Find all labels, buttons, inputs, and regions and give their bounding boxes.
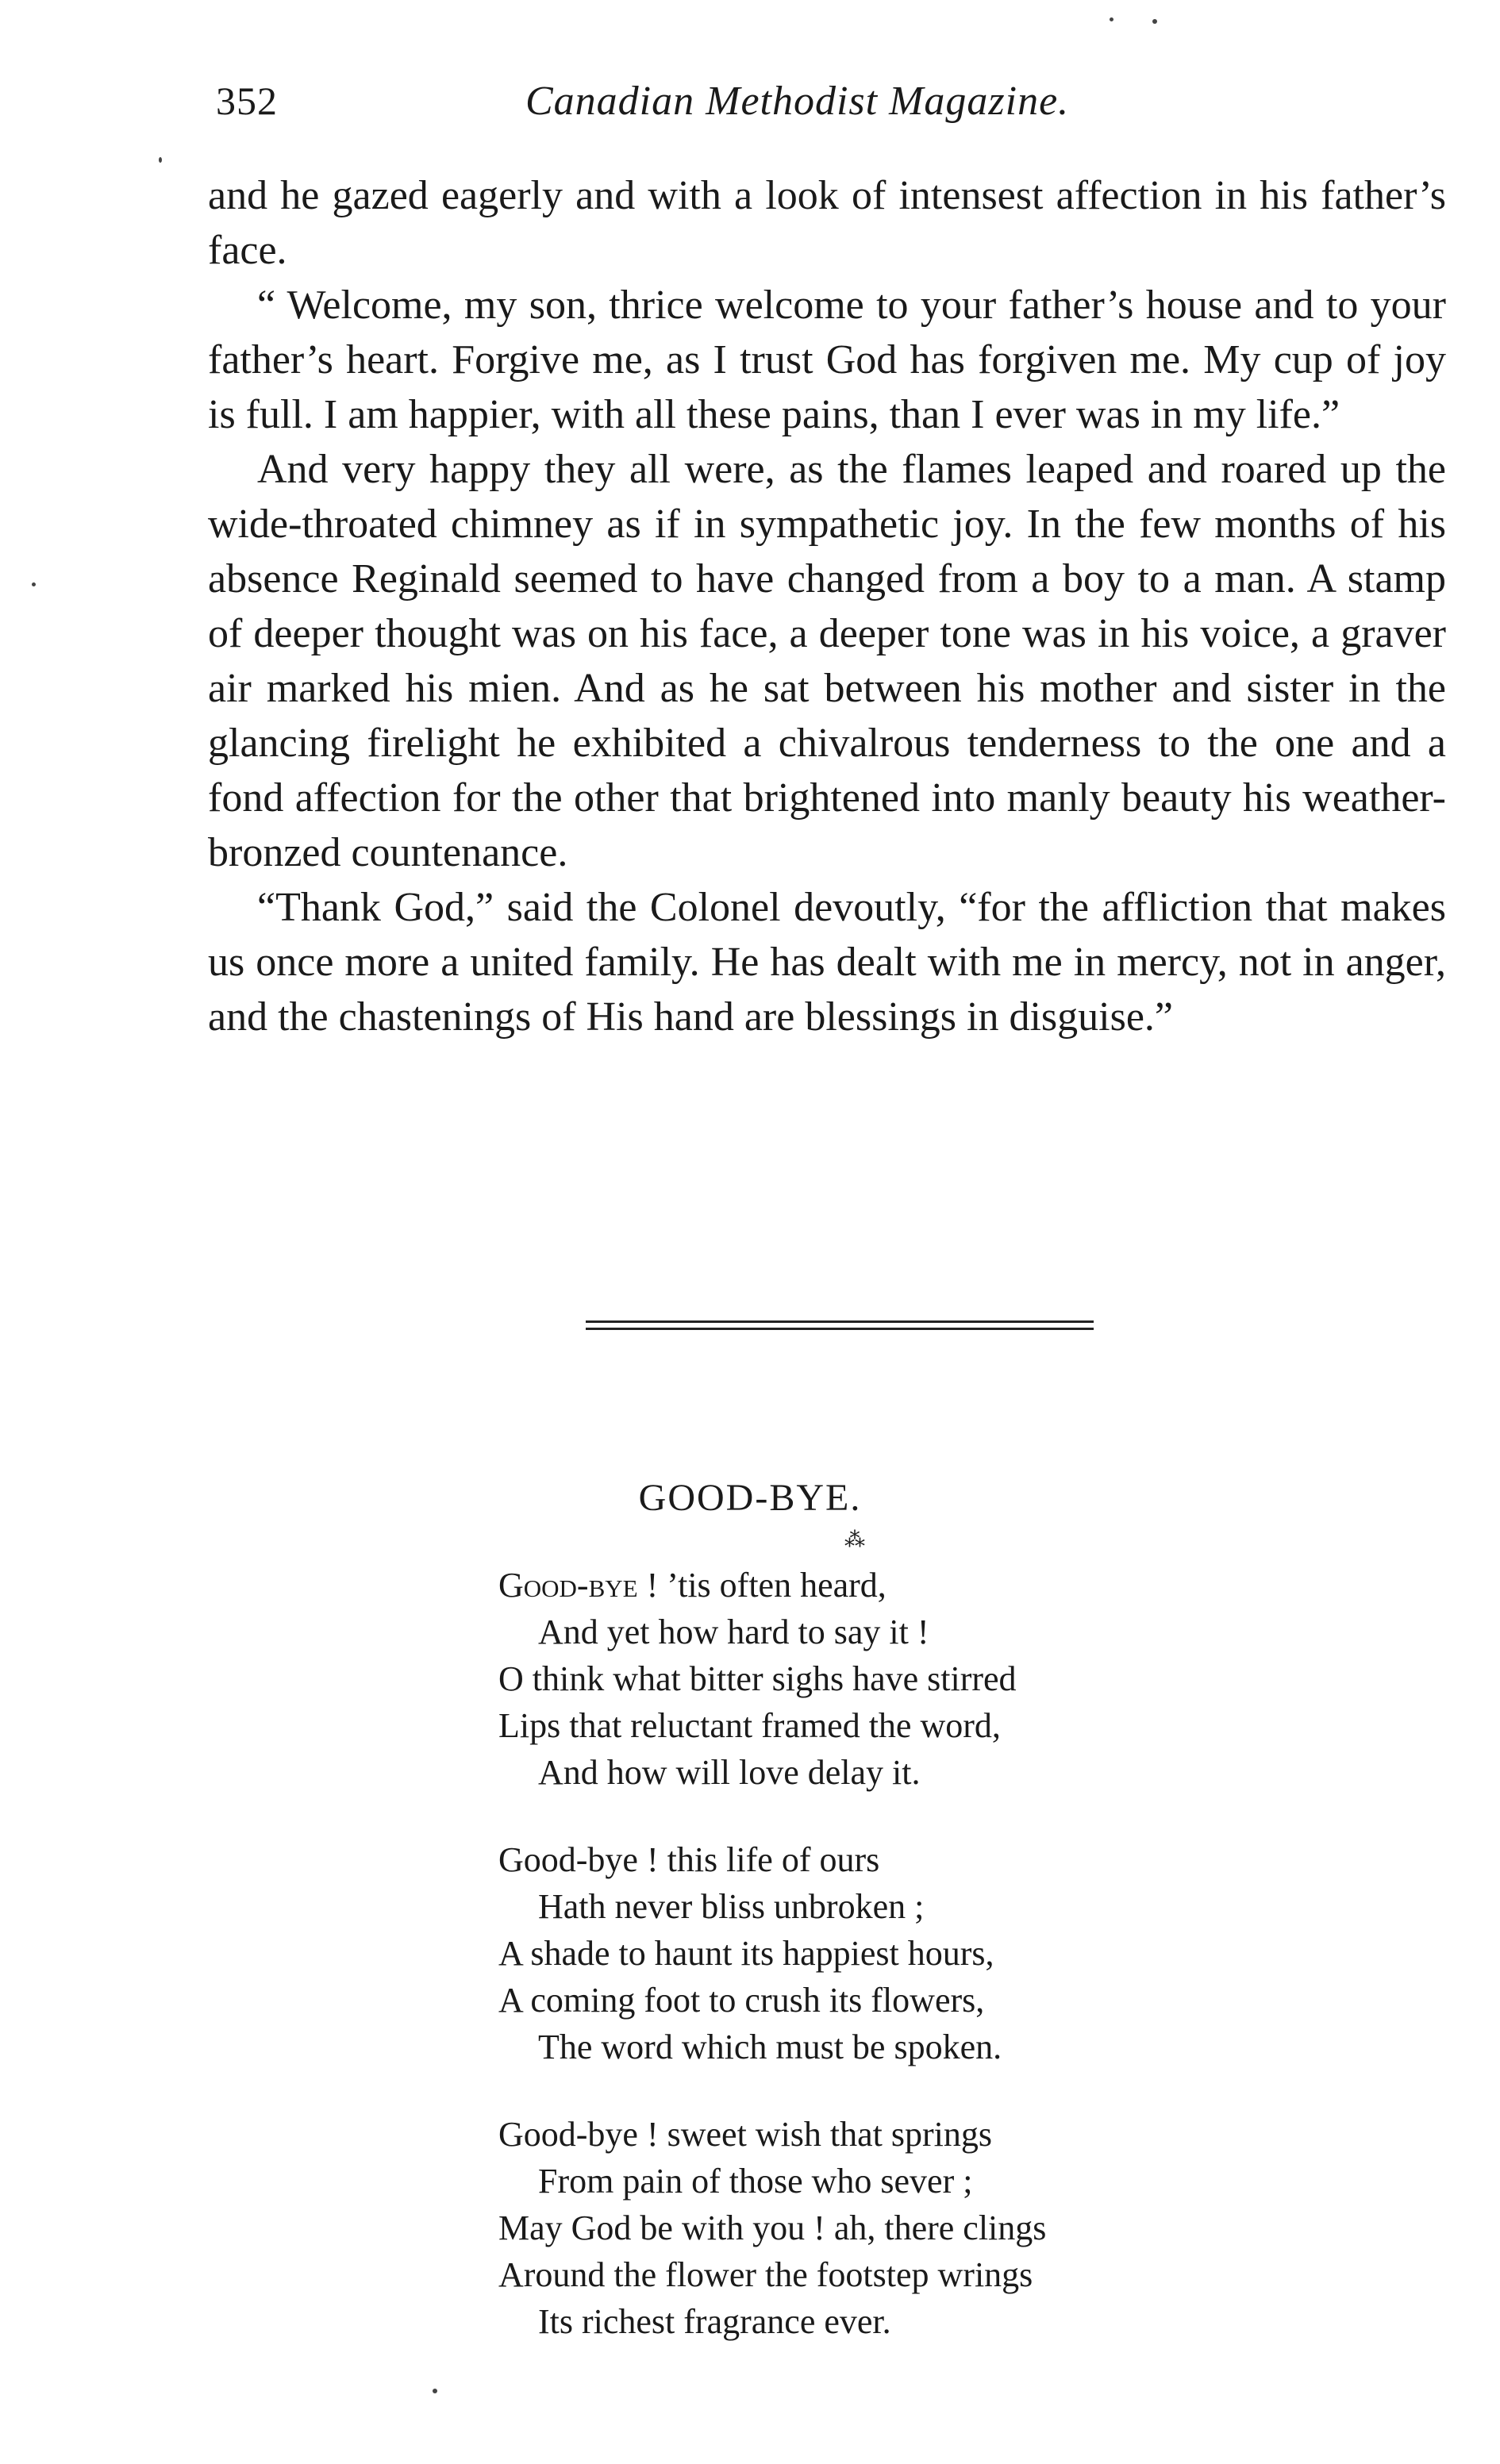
stanza	[498, 1836, 1292, 2070]
poem-line-text: ! ’tis often heard,	[637, 1566, 887, 1605]
poem-line: Hath never bliss unbroken ;	[538, 1887, 925, 1926]
paragraph: “Thank God,” said the Colonel devoutly, “for the affliction that makes us once more a united family. He has dealt with me in mercy, not in anger, and the chastenings of His hand are blessings in disguise.”	[208, 885, 1446, 1040]
poem-line: Around the flower the footstep wrings	[498, 2255, 1033, 2294]
divider-line	[586, 1328, 1094, 1330]
poem-line: O think what bitter sighs have stirred	[498, 1659, 1017, 1698]
divider-line	[586, 1320, 1094, 1323]
poem-line: A coming foot to crush its flowers,	[498, 1981, 985, 2020]
section-divider	[586, 1320, 1094, 1335]
ornament-icon: ⁂	[844, 1528, 867, 1551]
paragraph: and he gazed eagerly and with a look of intensest affection in his father’s face.	[208, 173, 1446, 273]
paragraph: And very happy they all were, as the flames leaped and roared up the wide-throated chimney as if in sympathetic joy. In the few months of his absence Reginald seemed to have changed from a boy to a man. A stamp of deeper thought was on his face, a deeper tone was in his voice, a graver air marked his mien. And as he sat between his mother and sister in the glancing firelight he exhibited a chivalrous tenderness to the one and a fond affection for the other that brightened into manly beauty his weather-bronzed countenance.	[208, 447, 1446, 875]
poem-line: Good-bye ! this life of ours	[498, 1840, 880, 1879]
page-header	[216, 78, 1200, 133]
poem-line: Lips that reluctant framed the word,	[498, 1706, 1001, 1745]
poem-line: A shade to haunt its happiest hours,	[498, 1934, 994, 1973]
poem-line: And yet how hard to say it !	[538, 1613, 929, 1651]
stanza	[498, 1562, 1292, 1796]
poem	[498, 1562, 1292, 2385]
poem-line	[498, 1562, 1292, 1609]
poem-line: The word which must be spoken.	[538, 2028, 1002, 2066]
prose-section	[208, 168, 1446, 1044]
poem-line: And how will love delay it.	[538, 1753, 921, 1792]
poem-title: GOOD-BYE.	[638, 1477, 862, 1519]
stanza	[498, 2111, 1292, 2345]
poem-line: From pain of those who sever ;	[538, 2162, 973, 2201]
poem-line: Its richest fragrance ever.	[538, 2302, 891, 2341]
scan-speck	[159, 157, 162, 163]
scan-speck	[433, 2389, 437, 2393]
scan-speck	[1110, 17, 1113, 21]
poem-line: Good-bye ! sweet wish that springs	[498, 2115, 993, 2154]
scan-speck	[32, 582, 36, 586]
paragraph: “ Welcome, my son, thrice welcome to your father’s house and to your father’s heart. Forgive me, as I trust God has forgiven me. My cup of joy is full. I am happier, with all these pains, than I ever was in my life.”	[208, 283, 1446, 437]
running-title: Canadian Methodist Magazine.	[525, 79, 1070, 124]
page-number: 352	[216, 79, 278, 123]
scan-speck	[1152, 19, 1157, 24]
poem-line-caps: Good-bye	[498, 1566, 638, 1605]
poem-line: May God be with you ! ah, there clings	[498, 2208, 1047, 2247]
